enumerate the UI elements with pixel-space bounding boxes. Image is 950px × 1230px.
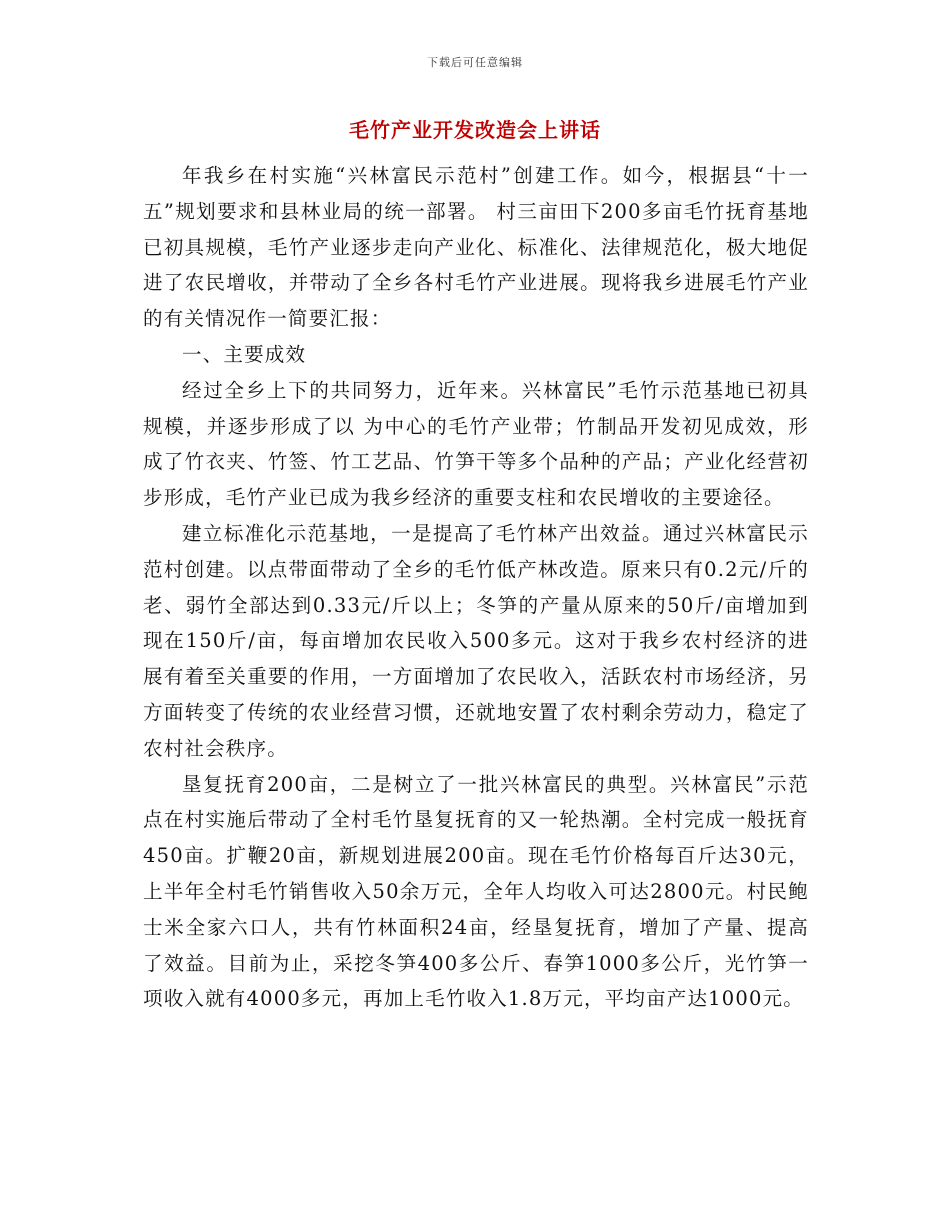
document-title: 毛竹产业开发改造会上讲话 [349, 118, 601, 142]
paragraph-demonstration-base: 建立标准化示范基地，一是提高了毛竹林产出效益。通过兴林富民示范村创建。以点带面带动了全乡的毛竹低产林改造。原来只有0.2元/斤的老、弱竹全部达到0.33元/斤以上；冬笋的产量从原来的50斤/亩增加到现在150斤/亩，每亩增加农民收入500多元。这对于我乡农村经济的进展有着至关重要的作用，一方面增加了农民收入，活跃农村市场经济，另方面转变了传统的农业经营习惯，还就地安置了农村剩余劳动力，稳定了农村社会秩序。 [143, 521, 809, 760]
paragraph-reclamation: 垦复抚育200亩，二是树立了一批兴林富民的典型。兴林富民”示范点在村实施后带动了全村毛竹垦复抚育的又一轮热潮。全村完成一般抚育450亩。扩鞭20亩，新规划进展200亩。现在毛竹价格每百斤达30元，上半年全村毛竹销售收入50余万元，全年人均收入可达2800元。村民鲍士米全家六口人，共有竹林面积24亩，经垦复抚育，增加了产量、提高了效益。目前为止，采挖冬笋400多公斤、春笋1000多公斤，光竹笋一项收入就有4000多元，再加上毛竹收入1.8万元，平均亩产达1000元。 [143, 772, 809, 1011]
section-heading: 一、主要成效 [182, 342, 307, 366]
page-header-note: 下载后可任意编辑 [427, 56, 523, 69]
paragraph-intro: 年我乡在村实施“兴林富民示范村”创建工作。如今，根据县“十一五”规划要求和县林业局的统一部署。 村三亩田下200多亩毛竹抚育基地已初具规模，毛竹产业逐步走向产业化、标准化、法律规范化，极大地促进了农民增收，并带动了全乡各村毛竹产业进展。现将我乡进展毛竹产业的有关情况作一简要汇报： [143, 164, 809, 331]
paragraph-achievements: 经过全乡上下的共同努力，近年来。兴林富民”毛竹示范基地已初具规模，并逐步形成了以 为中心的毛竹产业带；竹制品开发初见成效，形成了竹衣夹、竹签、竹工艺品、竹笋干等多个品种的产品；产业化经营初步形成，毛竹产业已成为我乡经济的重要支柱和农民增收的主要途径。 [143, 378, 809, 510]
document-body [143, 158, 809, 1017]
